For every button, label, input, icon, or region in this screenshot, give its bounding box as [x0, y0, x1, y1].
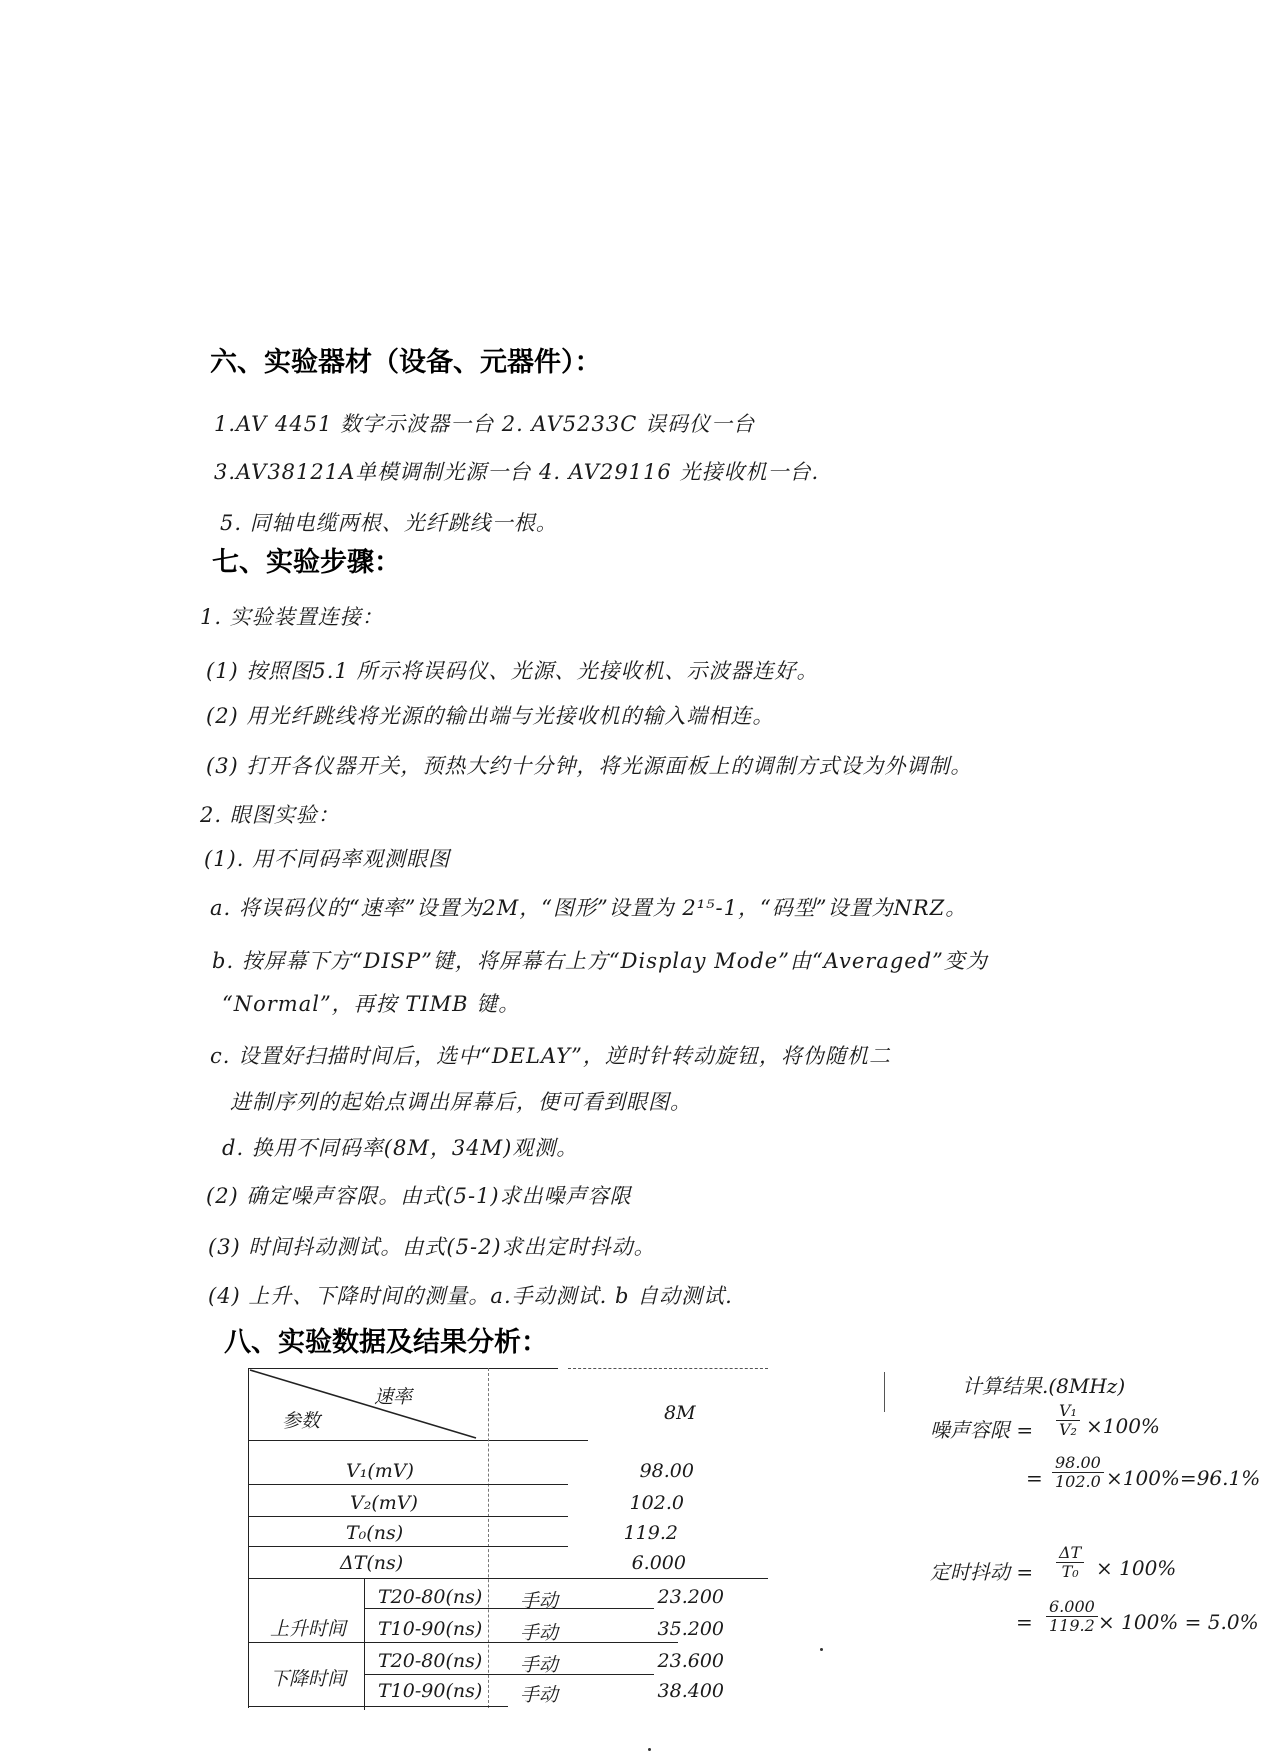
step-1-2: (2) 用光纤跳线将光源的输出端与光接收机的输入端相连。 [206, 704, 775, 728]
table-top-dash [568, 1368, 768, 1369]
param-t0: T₀(ns) [346, 1522, 404, 1544]
step-1-1: (1) 按照图5.1 所示将误码仪、光源、光接收机、示波器连好。 [206, 659, 819, 683]
step-2-title: 2. 眼图实验： [200, 803, 340, 827]
noise-denominator: V₂ [1059, 1420, 1077, 1439]
rise-value-1: 23.200 [657, 1586, 724, 1608]
step-1-3: (3) 打开各仪器开关，预热大约十分钟，将光源面板上的调制方式设为外调制。 [206, 754, 973, 778]
noise-eq: = [1026, 1466, 1043, 1490]
row-rule-3 [248, 1546, 568, 1547]
equipment-line-2: 3.AV38121A单模调制光源一台 4. AV29116 光接收机一台. [214, 460, 820, 484]
jitter-den-value: 119.2 [1049, 1616, 1095, 1635]
header-8m: 8M [664, 1402, 696, 1424]
jitter-numerator: ΔT [1056, 1544, 1084, 1563]
rise-mode-1: 手动 [520, 1590, 559, 1612]
value-t0: 119.2 [623, 1522, 678, 1544]
jitter-denominator: T₀ [1061, 1562, 1079, 1581]
row-rule-4 [248, 1578, 768, 1579]
col-divider [488, 1368, 489, 1708]
section-6-heading: 六、实验器材（设备、元器件）： [210, 347, 602, 378]
step-2-2: (2) 确定噪声容限。由式(5-1)求出噪声容限 [206, 1184, 632, 1208]
fall-value-1: 23.600 [657, 1650, 724, 1672]
timing-jitter-label: 定时抖动 = [930, 1560, 1034, 1584]
fall-param-2: T10-90(ns) [378, 1680, 483, 1702]
noise-result: ×100%=96.1% [1106, 1466, 1261, 1490]
row-rule-2 [248, 1516, 568, 1517]
noise-margin-label: 噪声容限 = [930, 1418, 1034, 1442]
value-v2: 102.0 [629, 1492, 684, 1514]
section-7-heading: 七、实验步骤： [212, 547, 401, 578]
group-divider [364, 1578, 365, 1710]
value-v1: 98.00 [639, 1460, 694, 1482]
rise-mode-2: 手动 [520, 1622, 559, 1644]
step-2-d: d. 换用不同码率(8M，34M)观测。 [222, 1136, 579, 1160]
noise-fraction [1056, 1402, 1080, 1439]
noise-num-value: 98.00 [1052, 1454, 1104, 1473]
rise-rule [364, 1608, 654, 1609]
scan-speck [820, 1648, 823, 1651]
jitter-fraction-values [1046, 1598, 1098, 1635]
jitter-fraction [1056, 1544, 1084, 1581]
table-left-rule [248, 1368, 249, 1708]
jitter-tail: × 100% [1096, 1556, 1177, 1580]
step-2-c-cont: 进制序列的起始点调出屏幕后，便可看到眼图。 [230, 1090, 692, 1114]
value-dt: 6.000 [631, 1552, 686, 1574]
table-top-rule [248, 1368, 558, 1369]
param-v2: V₂(mV) [350, 1492, 418, 1514]
fall-mode-1: 手动 [520, 1654, 559, 1676]
step-2-3: (3) 时间抖动测试。由式(5-2)求出定时抖动。 [208, 1235, 656, 1259]
calc-title: 计算结果.(8MHz) [962, 1374, 1126, 1398]
jitter-num-value: 6.000 [1046, 1598, 1098, 1617]
fall-value-2: 38.400 [657, 1680, 724, 1702]
group-rule [248, 1642, 678, 1643]
step-2-1: (1). 用不同码率观测眼图 [204, 847, 451, 871]
header-rate: 速率 [374, 1386, 413, 1408]
jitter-eq: = [1016, 1610, 1033, 1634]
header-param: 参数 [282, 1410, 321, 1432]
rise-value-2: 35.200 [657, 1618, 724, 1640]
fall-time-label: 下降时间 [270, 1668, 347, 1690]
results-table [248, 1368, 768, 1710]
fall-param-1: T20-80(ns) [378, 1650, 483, 1672]
step-2-c: c. 设置好扫描时间后，选中“DELAY”，逆时针转动旋钮，将伪随机二 [210, 1044, 891, 1068]
noise-numerator: V₁ [1056, 1402, 1080, 1421]
equipment-line-3: 5. 同轴电缆两根、光纤跳线一根。 [220, 511, 558, 535]
equipment-line-1: 1.AV 4451 数字示波器一台 2. AV5233C 误码仪一台 [214, 412, 755, 436]
rise-param-1: T20-80(ns) [378, 1586, 483, 1608]
step-2-a: a. 将误码仪的“速率”设置为2M，“图形”设置为 2¹⁵-1，“码型”设置为NRZ。 [210, 896, 968, 920]
noise-fraction-values [1052, 1454, 1104, 1491]
step-1-title: 1. 实验装置连接： [200, 605, 384, 629]
fall-mode-2: 手动 [520, 1684, 559, 1706]
step-2-b-cont: “Normal”，再按 TIMB 键。 [222, 992, 521, 1016]
table-bottom-rule [248, 1706, 508, 1707]
fall-rule [364, 1674, 654, 1675]
param-dt: ΔT(ns) [340, 1552, 404, 1574]
step-2-b: b. 按屏幕下方“DISP”键，将屏幕右上方“Display Mode”由“Averaged”变为 [212, 949, 988, 973]
rise-time-label: 上升时间 [270, 1618, 347, 1640]
rise-param-2: T10-90(ns) [378, 1618, 483, 1640]
section-8-heading: 八、实验数据及结果分析： [224, 1327, 548, 1358]
calc-separator [884, 1372, 885, 1412]
param-v1: V₁(mV) [346, 1460, 414, 1482]
noise-tail: ×100% [1086, 1414, 1160, 1438]
jitter-result: × 100% = 5.0% [1098, 1610, 1259, 1634]
noise-den-value: 102.0 [1055, 1472, 1101, 1491]
scan-speck [648, 1748, 651, 1751]
row-rule-1 [248, 1484, 568, 1485]
step-2-4: (4) 上升、下降时间的测量。a.手动测试. b 自动测试. [208, 1284, 733, 1308]
header-rule [248, 1440, 588, 1441]
